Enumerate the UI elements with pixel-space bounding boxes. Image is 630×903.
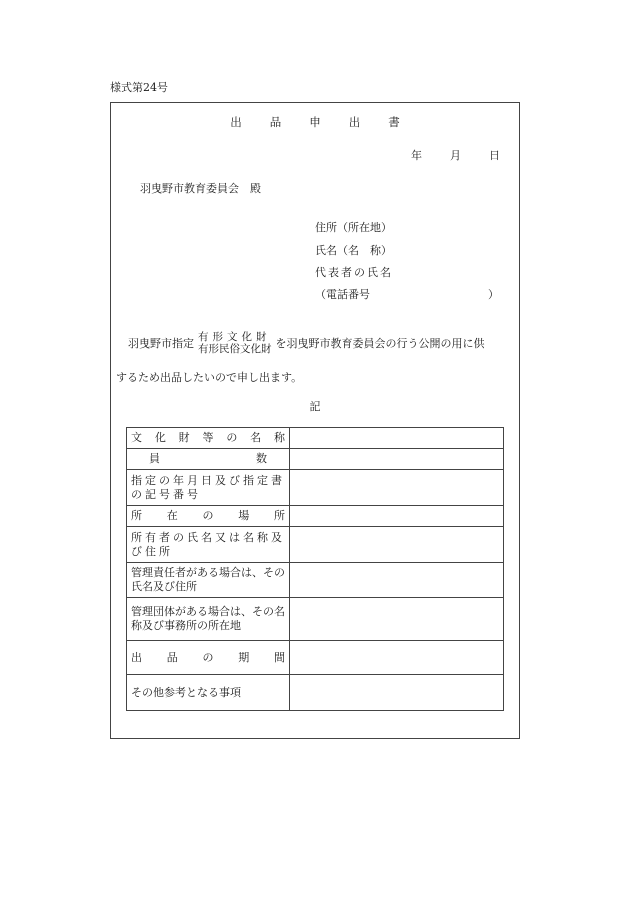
title-char: 申 xyxy=(309,115,321,129)
row-value[interactable] xyxy=(290,527,504,563)
row-value[interactable] xyxy=(290,470,504,506)
form-number: 様式第24号 xyxy=(110,81,168,94)
date-year: 年 xyxy=(411,149,422,162)
form-title xyxy=(0,117,630,129)
row-label: 管理団体がある場合は、その名称及び事務所の所在地 xyxy=(127,598,290,641)
table-row xyxy=(127,470,504,506)
row-value[interactable] xyxy=(290,506,504,527)
table-row xyxy=(127,563,504,598)
ki-heading: 記 xyxy=(309,400,321,413)
row-label: 指定の年月日及び指定書の記号番号 xyxy=(127,470,290,506)
title-char: 出 xyxy=(230,115,242,129)
row-value[interactable] xyxy=(290,598,504,641)
date-month: 月 xyxy=(450,149,461,162)
row-label: 所有者の氏名又は名称及び住所 xyxy=(127,527,290,563)
choice-folk: 有形民俗文化財 xyxy=(198,343,272,355)
title-char: 出 xyxy=(348,115,361,129)
table-row xyxy=(127,598,504,641)
row-label: 管理責任者がある場合は、その氏名及び住所 xyxy=(127,563,290,598)
table-row xyxy=(127,449,504,470)
table-row xyxy=(127,527,504,563)
date-day: 日 xyxy=(489,149,500,162)
row-label: 文 化 財 等 の 名 称 xyxy=(127,428,290,449)
row-value[interactable] xyxy=(290,449,504,470)
name-label: 氏名（名 称） xyxy=(315,244,392,257)
row-label: 所 在 の 場 所 xyxy=(127,506,290,527)
body-prefix: 羽曳野市指定 xyxy=(128,336,194,350)
phone-label: （電話番号 xyxy=(315,288,370,301)
row-value[interactable] xyxy=(290,675,504,711)
table-row xyxy=(127,428,504,449)
addressee: 羽曳野市教育委員会 殿 xyxy=(140,182,261,195)
title-char: 書 xyxy=(388,115,400,129)
body-line-2: するため出品したいので申し出ます。 xyxy=(116,371,303,384)
row-label: その他参考となる事項 xyxy=(127,675,290,711)
items-table xyxy=(126,427,504,711)
table-row xyxy=(127,641,504,675)
property-choice xyxy=(198,331,272,355)
body-line-1 xyxy=(128,330,485,356)
row-value[interactable] xyxy=(290,428,504,449)
title-char: 品 xyxy=(269,115,282,129)
representative-label: 代表者の氏名 xyxy=(315,266,393,279)
phone-close: ） xyxy=(488,288,499,301)
date-line xyxy=(383,150,500,161)
table-row xyxy=(127,506,504,527)
row-label: 員 数 xyxy=(127,449,290,470)
body-suffix: を羽曳野市教育委員会の行う公開の用に供 xyxy=(275,336,485,350)
row-value[interactable] xyxy=(290,563,504,598)
row-label: 出 品 の 期 間 xyxy=(127,641,290,675)
address-label: 住所（所在地） xyxy=(315,221,392,234)
choice-tangible: 有形文化財 xyxy=(198,330,271,343)
table-row xyxy=(127,675,504,711)
row-value[interactable] xyxy=(290,641,504,675)
